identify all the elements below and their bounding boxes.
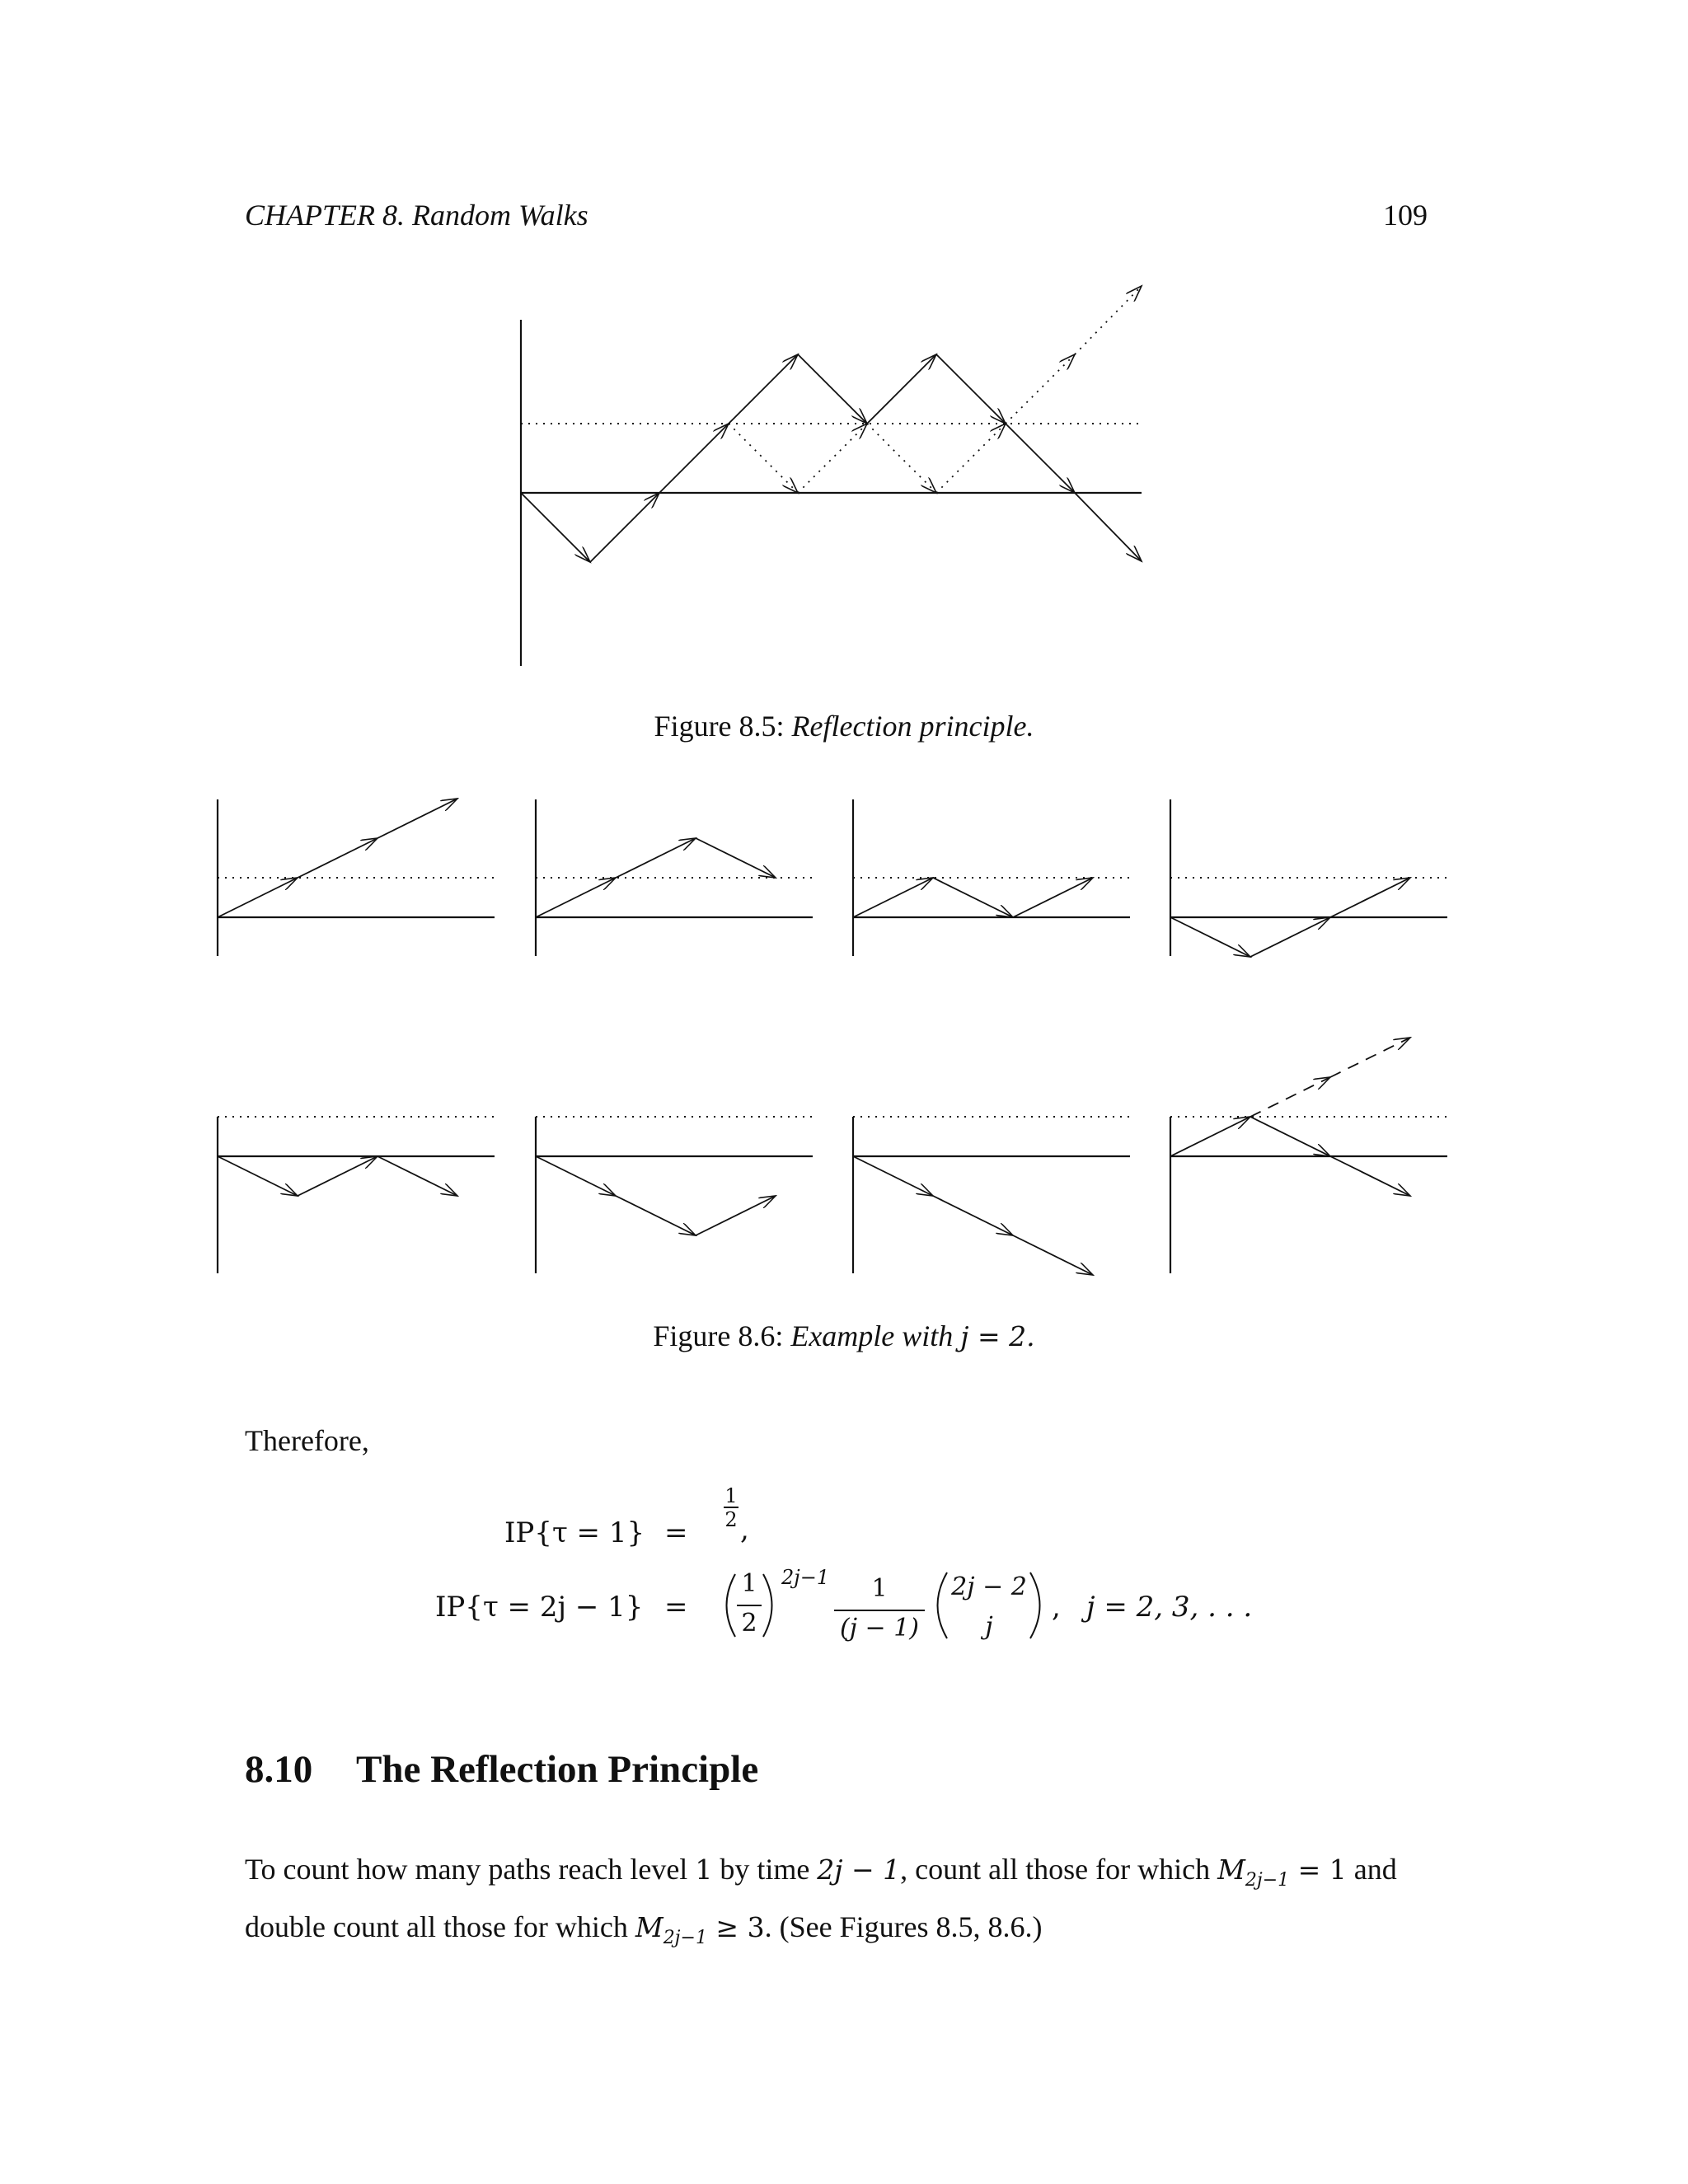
equation-1-comma: , <box>740 1513 749 1546</box>
figure-8-6-panel-6 <box>536 1117 813 1273</box>
equation-2-lhs: IP{τ = 2j − 1} <box>435 1591 644 1624</box>
equation-2-fraction-denominator: (j − 1) <box>839 1614 919 1643</box>
figure-8-5-caption-text: Reflection principle. <box>791 710 1034 743</box>
paragraph-math-3: M <box>1217 1854 1245 1886</box>
paragraph-math-1: 1 <box>695 1854 713 1886</box>
figure-8-6-caption-text: Example with <box>790 1319 954 1352</box>
section-heading <box>245 1747 758 1792</box>
figure-8-6-panel-8 <box>1170 1038 1447 1273</box>
section-title: The Reflection Principle <box>356 1748 759 1791</box>
paragraph-text-1: To count how many paths reach level <box>245 1853 696 1886</box>
paragraph-text-2: by time <box>712 1853 818 1886</box>
therefore-text: Therefore, <box>245 1424 369 1457</box>
figure-8-6-caption-math: j = 2. <box>960 1320 1035 1352</box>
paragraph-text-5: . (See Figures 8.5, 8.6.) <box>764 1910 1043 1944</box>
equation-2-equals: = <box>664 1591 688 1624</box>
paragraph-math-4-value: ≥ 3 <box>706 1911 765 1944</box>
page-number: 109 <box>1383 199 1428 232</box>
figure-8-5-label: Figure 8.5: <box>654 710 785 743</box>
equation-2-comma: , <box>1052 1591 1061 1624</box>
figure-8-6-caption <box>0 1319 1688 1353</box>
figure-8-5-axes <box>521 320 1142 666</box>
figure-8-6-panel-1 <box>218 799 495 956</box>
figure-8-6-panels <box>218 799 1447 1275</box>
figure-8-5-caption <box>0 709 1688 743</box>
equation-2-fraction-numerator: 1 <box>871 1574 888 1603</box>
equation-2-binomial-bottom: j <box>985 1612 993 1641</box>
figure-8-6-panel-5 <box>218 1117 495 1273</box>
equation-1-numerator: 1 <box>724 1484 738 1507</box>
equation-1-denominator: 2 <box>724 1508 738 1531</box>
body-paragraph <box>245 1846 1432 1961</box>
equation-1-lhs: IP{τ = 1} <box>504 1516 645 1549</box>
figure-8-5-reflected-path <box>729 286 1142 493</box>
equation-2-half-denominator: 2 <box>741 1609 757 1638</box>
paragraph-math-3-subscript: 2j−1 <box>1245 1870 1290 1891</box>
figure-8-5-path <box>521 354 1142 562</box>
figure-8-6-label: Figure 8.6: <box>653 1319 784 1352</box>
paragraph-text-3: , count all those for which <box>900 1853 1218 1886</box>
figure-8-6-panel-3 <box>853 799 1130 956</box>
paragraph-text-4: and double count all those for which <box>245 1853 1397 1944</box>
equation-2-half-numerator: 1 <box>741 1569 757 1598</box>
equation-2-binomial-top: 2j − 2 <box>951 1572 1027 1601</box>
paragraph-math-4-subscript: 2j−1 <box>663 1928 707 1949</box>
figure-8-6-panel-7 <box>853 1117 1130 1275</box>
equation-1-equals: = <box>664 1516 688 1549</box>
paragraph-math-4: M <box>635 1911 663 1944</box>
equation-2-exponent: 2j−1 <box>781 1566 830 1589</box>
paragraph-math-3-value: = 1 <box>1289 1854 1347 1886</box>
figure-8-6-panel-2 <box>536 799 813 956</box>
running-head: CHAPTER 8. Random Walks <box>245 199 588 232</box>
figure-8-6-panel-4 <box>1170 799 1447 957</box>
section-number: 8.10 <box>245 1748 313 1791</box>
paragraph-math-2: 2j − 1 <box>817 1854 901 1886</box>
equation-2-range: j = 2, 3, . . . <box>1086 1591 1253 1624</box>
